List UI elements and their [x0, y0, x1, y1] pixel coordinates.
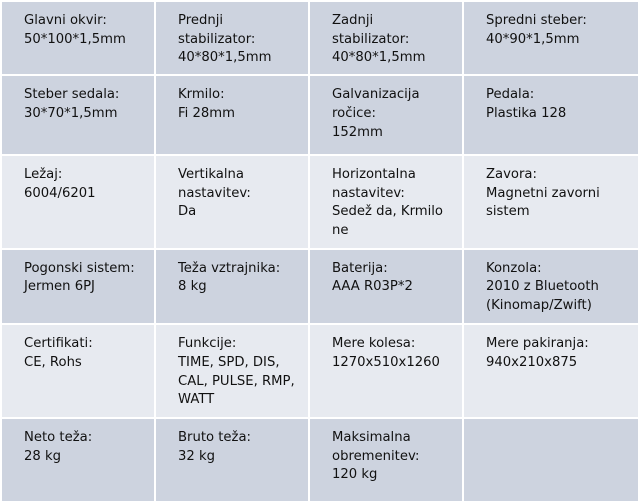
spec-cell-horizontal-adjustment	[309, 155, 463, 249]
spec-cell-brake	[463, 155, 639, 249]
spec-label: Krmilo:	[178, 87, 225, 103]
spec-label: Pedala:	[486, 87, 535, 103]
spec-value: TIME, SPD, DIS, CAL, PULSE, RMP, WATT	[178, 354, 295, 408]
spec-value: 32 kg	[178, 448, 215, 464]
spec-cell-pedal	[463, 75, 639, 155]
spec-row	[1, 249, 639, 325]
spec-value: 50*100*1,5mm	[24, 31, 126, 47]
spec-value: 40*80*1,5mm	[332, 50, 426, 66]
spec-cell-net-weight	[1, 418, 155, 502]
spec-label: Mere pakiranja:	[486, 336, 589, 352]
spec-label: Vertikalna nastavitev:	[178, 167, 251, 201]
spec-value: CE, Rohs	[24, 354, 82, 370]
spec-cell-drive-system	[1, 249, 155, 325]
spec-value: Fi 28mm	[178, 105, 235, 121]
spec-cell-certificates	[1, 324, 155, 418]
spec-label: Mere kolesa:	[332, 336, 416, 352]
spec-cell-seat-post	[1, 75, 155, 155]
spec-value: 1270x510x1260	[332, 354, 440, 370]
spec-label: Bruto teža:	[178, 430, 251, 446]
spec-value: 120 kg	[332, 467, 378, 483]
spec-cell-battery	[309, 249, 463, 325]
spec-label: Horizontalna nastavitev:	[332, 167, 416, 201]
spec-label: Prednji stabilizator:	[178, 13, 256, 47]
spec-cell-vertical-adjustment	[155, 155, 309, 249]
spec-value: 6004/6201	[24, 185, 96, 201]
spec-label: Teža vztrajnika:	[178, 260, 281, 276]
spec-row	[1, 1, 639, 75]
spec-cell-functions	[155, 324, 309, 418]
spec-value: 152mm	[332, 124, 383, 140]
spec-cell-front-post	[463, 1, 639, 75]
spec-value: Da	[178, 204, 197, 220]
spec-label: Pogonski sistem:	[24, 260, 135, 276]
spec-label: Funkcije:	[178, 336, 237, 352]
spec-value: Magnetni zavorni sistem	[486, 185, 600, 220]
spec-label: Maksimalna obremenitev:	[332, 430, 420, 464]
spec-label: Zavora:	[486, 167, 537, 183]
spec-cell-gross-weight	[155, 418, 309, 502]
spec-label: Glavni okvir:	[24, 13, 107, 28]
spec-value: Sedež da, Krmilo ne	[332, 204, 443, 238]
spec-value: 940x210x875	[486, 354, 578, 370]
spec-cell-main-frame	[1, 1, 155, 75]
spec-label: Zadnji stabilizator:	[332, 13, 410, 47]
spec-cell-package-dimensions	[463, 324, 639, 418]
spec-label: Baterija:	[332, 260, 388, 276]
spec-cell-handlebar	[155, 75, 309, 155]
spec-value: 8 kg	[178, 279, 207, 295]
spec-cell-rear-stabilizer	[309, 1, 463, 75]
spec-label: Spredni steber:	[486, 13, 587, 28]
spec-label: Certifikati:	[24, 336, 93, 352]
spec-value: Jermen 6PJ	[24, 279, 95, 295]
spec-label: Steber sedala:	[24, 87, 120, 103]
spec-value: 30*70*1,5mm	[24, 105, 118, 121]
spec-cell-bike-dimensions	[309, 324, 463, 418]
spec-row	[1, 155, 639, 249]
spec-cell-bearing	[1, 155, 155, 249]
spec-label: Neto teža:	[24, 430, 93, 446]
spec-cell-front-stabilizer	[155, 1, 309, 75]
spec-cell-max-load	[309, 418, 463, 502]
spec-value: 2010 z Bluetooth (Kinomap/Zwift)	[486, 279, 599, 313]
spec-value: Plastika 128	[486, 105, 567, 121]
spec-value: AAA R03P*2	[332, 279, 413, 295]
spec-label: Galvanizacija ročice:	[332, 87, 420, 121]
spec-row	[1, 324, 639, 418]
spec-cell-flywheel-weight	[155, 249, 309, 325]
spec-row	[1, 75, 639, 155]
spec-label: Ležaj:	[24, 167, 63, 183]
spec-value: 40*90*1,5mm	[486, 31, 580, 47]
spec-value: 40*80*1,5mm	[178, 50, 272, 66]
spec-cell-crank-galvanization	[309, 75, 463, 155]
spec-cell-empty	[463, 418, 639, 502]
spec-label: Konzola:	[486, 260, 542, 276]
spec-cell-console	[463, 249, 639, 325]
spec-row	[1, 418, 639, 502]
spec-value: 28 kg	[24, 448, 61, 464]
